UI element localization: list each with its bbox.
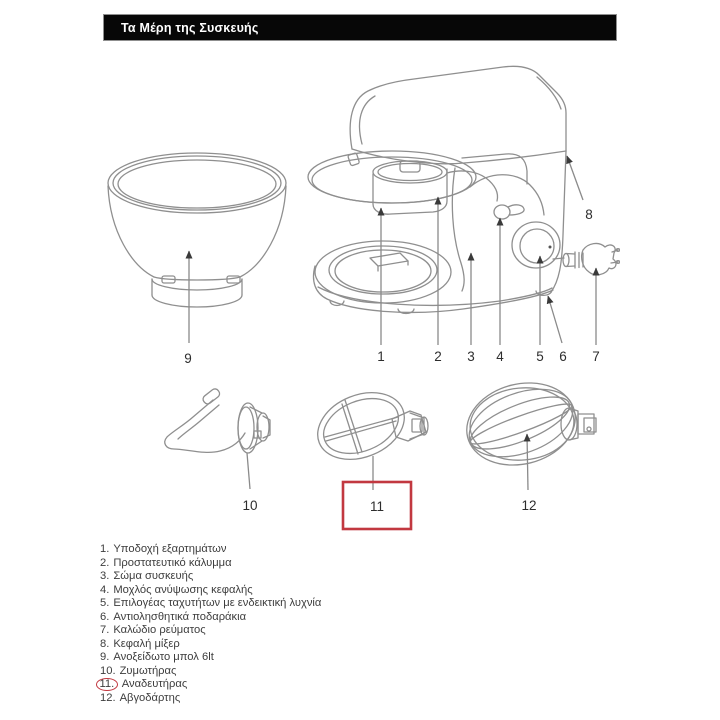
item-number: 12. (100, 691, 116, 704)
speed-knob-illustration (512, 222, 560, 268)
parts-diagram (100, 46, 620, 540)
item-number-circled: 11. (96, 678, 118, 691)
list-item (100, 665, 321, 679)
splash-guard-illustration (308, 151, 498, 214)
callout-1: 1 (377, 349, 385, 364)
list-item (100, 543, 321, 557)
callout-leader-lines (189, 156, 596, 490)
callout-3: 3 (467, 349, 475, 364)
item-number: 9. (100, 651, 110, 663)
list-item (100, 584, 321, 598)
list-item (100, 611, 321, 625)
leader-12 (527, 434, 528, 490)
dough-hook-illustration (165, 387, 270, 453)
power-cord-plug-illustration (553, 243, 620, 274)
item-number: 3. (100, 570, 110, 582)
item-label: Ανοξείδωτο μπολ 6lt (113, 651, 214, 663)
list-item (100, 651, 321, 665)
mixer-head-illustration (350, 66, 566, 163)
leader-6 (548, 296, 562, 343)
callout-4: 4 (496, 349, 504, 364)
item-label: Σώμα συσκευής (113, 570, 194, 582)
item-label: Καλώδιο ρεύματος (113, 624, 206, 636)
list-item (100, 638, 321, 652)
item-number: 1. (100, 543, 110, 555)
callout-12: 12 (521, 498, 537, 513)
item-label: Κεφαλή μίξερ (113, 637, 180, 650)
list-item (100, 570, 321, 584)
bowl-illustration (108, 153, 286, 307)
callout-11: 11 (369, 499, 385, 514)
item-label: Προστατευτικό κάλυμμα (113, 556, 232, 569)
item-number: 6. (100, 610, 110, 623)
item-number: 10. (100, 664, 116, 677)
list-item (100, 557, 321, 571)
item-label: Αντιολησθητικά ποδαράκια (113, 610, 247, 623)
callout-5: 5 (536, 349, 544, 364)
item-number: 2. (100, 556, 110, 569)
item-label: Μοχλός ανύψωσης κεφαλής (113, 583, 253, 596)
item-label: Αναδευτήρας (121, 678, 188, 690)
section-title-bar (103, 14, 617, 41)
leader-10 (247, 453, 250, 489)
item-number: 8. (100, 637, 110, 650)
parts-list (100, 543, 321, 705)
leader-8 (567, 156, 583, 200)
mixer-base-illustration (314, 241, 554, 314)
callout-10: 10 (242, 498, 258, 513)
item-label: Υποδοχή εξαρτημάτων (113, 543, 227, 555)
callout-2: 2 (434, 349, 442, 364)
list-item (100, 692, 321, 706)
callout-8: 8 (585, 207, 593, 222)
list-item-highlighted (100, 678, 321, 692)
callout-9: 9 (184, 351, 192, 366)
list-item (100, 624, 321, 638)
item-label: Επιλογέας ταχυτήτων με ενδεικτική λυχνία (113, 597, 322, 609)
item-number: 4. (100, 583, 110, 596)
callout-numbers (184, 207, 600, 514)
page-title: Τα Μέρη της Συσκευής (121, 20, 259, 35)
callout-7: 7 (592, 349, 600, 364)
item-number: 5. (100, 597, 110, 609)
head-lift-lever-illustration (494, 205, 524, 219)
item-number: 7. (100, 624, 110, 636)
item-label: Ζυμωτήρας (119, 664, 177, 677)
item-label: Αβγοδάρτης (119, 691, 181, 704)
callout-6: 6 (559, 349, 567, 364)
list-item (100, 597, 321, 611)
flat-beater-illustration (308, 380, 428, 471)
